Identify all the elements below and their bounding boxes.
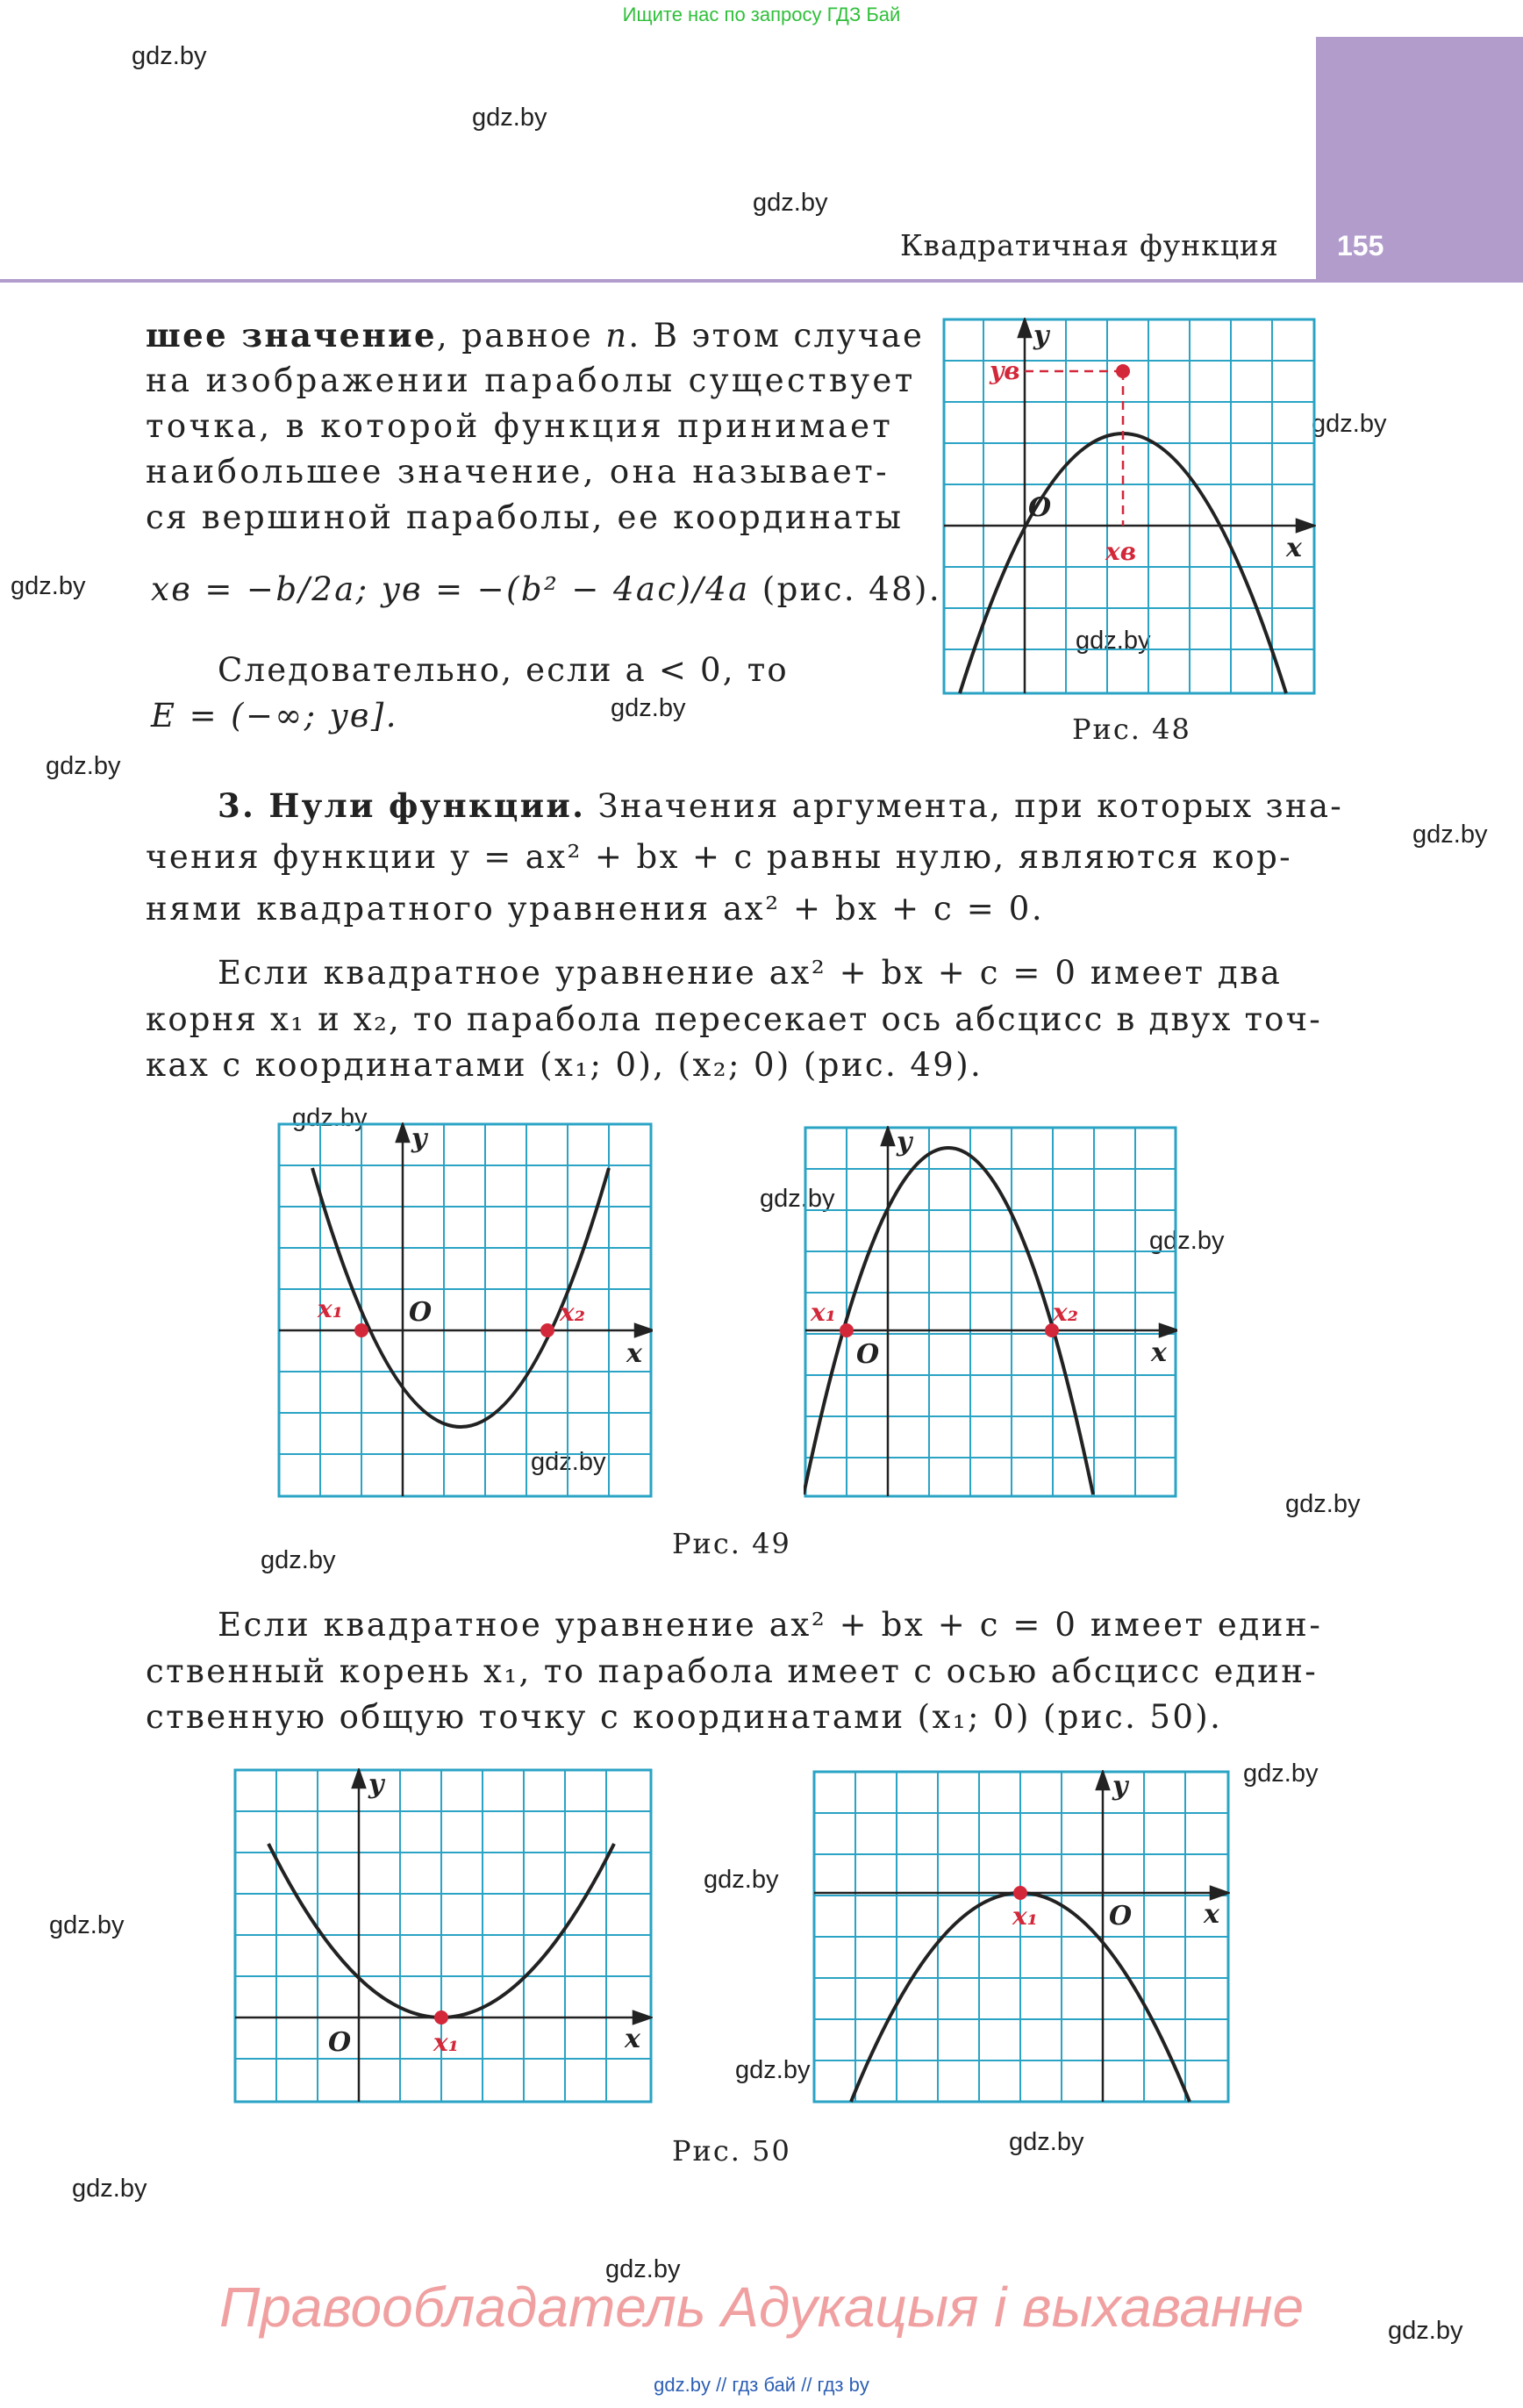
tangent-point-x1 bbox=[434, 2010, 448, 2025]
figure-49-caption: Рис. 49 bbox=[672, 1527, 791, 1560]
watermark: gdz.by bbox=[1312, 410, 1387, 438]
root-point-x1 bbox=[840, 1323, 854, 1337]
watermark: gdz.by bbox=[11, 572, 86, 600]
figure-49-right bbox=[804, 1126, 1177, 1498]
watermark: gdz.by bbox=[1243, 1759, 1319, 1788]
origin-label: O bbox=[409, 1297, 433, 1328]
x1-label: x₁ bbox=[1012, 1902, 1038, 1931]
x1-label: x₁ bbox=[811, 1298, 836, 1327]
xv-label: xв bbox=[1105, 537, 1137, 566]
footer-links[interactable]: gdz.by // гдз бай // гдз by bbox=[654, 2374, 869, 2396]
x-axis-arrow bbox=[633, 2011, 651, 2024]
page-number: 155 bbox=[1337, 230, 1384, 262]
text-line: Если квадратное уравнение ax² + bx + c = 0 имеет два bbox=[218, 954, 1283, 992]
x-axis-label: x bbox=[626, 1338, 642, 1369]
origin-label: O bbox=[328, 2027, 352, 2058]
x1-label: x₁ bbox=[433, 2028, 459, 2057]
text-line: ственную общую точку с координатами (x₁; 0) (рис. 50). bbox=[146, 1698, 1223, 1736]
watermark: gdz.by bbox=[704, 1866, 779, 1894]
watermark: gdz.by bbox=[760, 1185, 835, 1213]
copyright-notice: Правообладатель Адукацыя і выхаванне bbox=[218, 2275, 1305, 2339]
text-line: чения функции y = ax² + bx + c равны нулю, являются кор- bbox=[146, 838, 1293, 876]
watermark: gdz.by bbox=[735, 2056, 811, 2084]
running-title: Квадратичная функция bbox=[900, 228, 1279, 262]
x-axis-arrow bbox=[1297, 520, 1314, 532]
watermark: gdz.by bbox=[753, 189, 828, 217]
y-axis-label: y bbox=[1112, 1771, 1128, 1802]
vertex-formula: xв = −b/2a; yв = −(b² − 4ac)/4a (рис. 48). bbox=[151, 570, 942, 608]
text-line: ся вершиной параболы, ее координаты bbox=[146, 498, 904, 536]
x2-label: x₂ bbox=[560, 1298, 585, 1327]
search-banner[interactable]: Ищите нас по запросу ГДЗ Бай bbox=[622, 4, 901, 25]
text-line: нями квадратного уравнения ax² + bx + c = 0. bbox=[146, 890, 1045, 928]
x-axis-arrow bbox=[1211, 1887, 1228, 1899]
grid-border bbox=[805, 1128, 1176, 1496]
origin-label: O bbox=[1109, 1901, 1133, 1931]
text-line: ственный корень x₁, то парабола имеет с осью абсцисс един- bbox=[146, 1652, 1319, 1690]
y-axis-arrow bbox=[882, 1128, 894, 1145]
x-axis-label: x bbox=[1151, 1337, 1167, 1368]
watermark: gdz.by bbox=[1149, 1227, 1225, 1255]
y-axis-arrow bbox=[1097, 1772, 1109, 1789]
origin-label: O bbox=[1028, 492, 1052, 523]
text-line: 3. Нули функции. Значения аргумента, при которых зна- bbox=[218, 786, 1344, 825]
vertex-point bbox=[1116, 364, 1130, 378]
root-point-x1 bbox=[354, 1323, 368, 1337]
watermark: gdz.by bbox=[531, 1448, 606, 1476]
watermark: gdz.by bbox=[46, 752, 121, 780]
text-line: ках с координатами (x₁; 0), (x₂; 0) (рис. 49). bbox=[146, 1046, 983, 1084]
text-line: Если квадратное уравнение ax² + bx + c = 0 имеет един- bbox=[218, 1606, 1323, 1644]
text-line: на изображении параболы существует bbox=[146, 362, 916, 399]
watermark: gdz.by bbox=[611, 694, 686, 722]
tangent-point-x1 bbox=[1013, 1886, 1027, 1900]
grid bbox=[814, 1772, 1228, 2102]
y-axis-label: y bbox=[1033, 320, 1049, 351]
figure-50-right bbox=[812, 1770, 1230, 2103]
watermark: gdz.by bbox=[1388, 2317, 1463, 2345]
x-axis-label: x bbox=[1286, 533, 1302, 563]
watermark: gdz.by bbox=[472, 104, 547, 132]
y-axis-arrow bbox=[397, 1124, 409, 1142]
x1-label: x₁ bbox=[318, 1294, 343, 1323]
figure-50-caption: Рис. 50 bbox=[672, 2134, 791, 2168]
root-point-x2 bbox=[540, 1323, 554, 1337]
figure-50-left bbox=[233, 1768, 653, 2103]
text-line: наибольшее значение, она называет- bbox=[146, 453, 890, 491]
text-line: Следовательно, если a < 0, то bbox=[218, 651, 789, 689]
watermark: gdz.by bbox=[132, 42, 207, 70]
y-axis-arrow bbox=[353, 1770, 365, 1788]
watermark: gdz.by bbox=[1076, 627, 1151, 655]
watermark: gdz.by bbox=[292, 1104, 368, 1132]
y-axis-label: y bbox=[897, 1127, 912, 1157]
text-line: точка, в которой функция принимает bbox=[146, 407, 894, 445]
text-line: шее значение, равное n. В этом случае bbox=[146, 316, 925, 355]
figure-49-left bbox=[277, 1122, 653, 1498]
y-axis-label: y bbox=[368, 1769, 384, 1800]
x2-label: x₂ bbox=[1053, 1298, 1078, 1327]
watermark: gdz.by bbox=[1009, 2128, 1084, 2156]
header-rule bbox=[0, 279, 1316, 283]
watermark: gdz.by bbox=[72, 2175, 147, 2203]
x-axis-label: x bbox=[625, 2024, 640, 2054]
watermark: gdz.by bbox=[261, 1546, 336, 1574]
x-axis-label: x bbox=[1204, 1899, 1219, 1930]
yv-label: yв bbox=[990, 356, 1020, 385]
origin-label: O bbox=[856, 1339, 880, 1370]
text-line: корня x₁ и x₂, то парабола пересекает ось абсцисс в двух точ- bbox=[146, 1000, 1322, 1038]
watermark: gdz.by bbox=[605, 2255, 681, 2283]
watermark: gdz.by bbox=[1285, 1490, 1361, 1518]
watermark: gdz.by bbox=[49, 1911, 125, 1939]
range-formula: E = (−∞; yв]. bbox=[151, 697, 398, 735]
grid bbox=[805, 1128, 1176, 1496]
y-axis-arrow bbox=[1019, 319, 1031, 337]
y-axis-label: y bbox=[411, 1123, 427, 1154]
watermark: gdz.by bbox=[1412, 821, 1488, 849]
figure-48 bbox=[942, 318, 1316, 695]
figure-48-caption: Рис. 48 bbox=[1072, 713, 1191, 746]
